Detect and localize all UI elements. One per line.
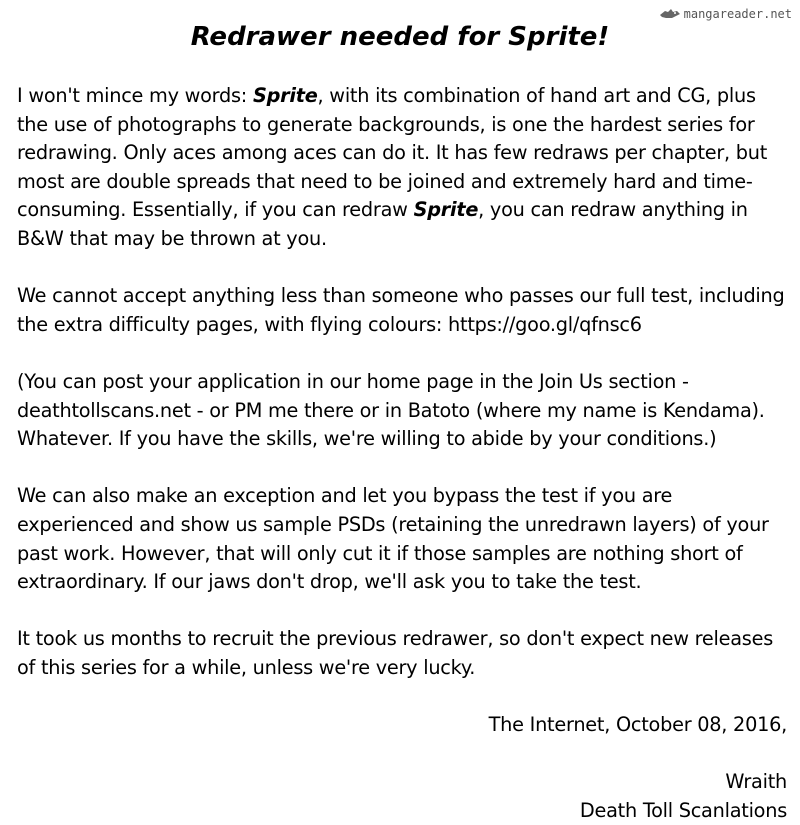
signature-date: The Internet, October 08, 2016, <box>488 713 787 737</box>
p1-text-3: , you can redraw anything in B&W that may be thrown at you. <box>17 198 748 250</box>
sprite-emphasis-1: Sprite <box>252 84 318 107</box>
paragraph-4: We can also make an exception and let you bypass the test if you are experienced and show us sample PSDs (retaining the unredrawn layers) of your past work. However, that will only cut it if those samples are nothing short of extraordinary. If our jaws don't drop, we'll ask you to take the test. <box>17 484 769 594</box>
paragraph-5: It took us months to recruit the previous redrawer, so don't expect new releases of this series for a while, unless we're very lucky. <box>17 627 773 679</box>
signature-group: Death Toll Scanlations <box>579 798 787 822</box>
p1-text-1: I won't mince my words: <box>17 84 253 107</box>
paragraph-1 <box>17 82 787 254</box>
fox-logo-icon <box>658 6 682 22</box>
paragraph-3: (You can post your application in our home page in the Join Us section - deathtollscans.net - or PM me there or in Batoto (where my name is Kendama). Whatever. If you have the skills, we're willing to abide by your conditions.) <box>17 369 765 451</box>
watermark <box>658 6 792 22</box>
page-title: Redrawer needed for Sprite! <box>190 22 610 52</box>
sprite-emphasis-2: Sprite <box>413 198 479 222</box>
watermark-text: mangareader.net <box>683 7 792 21</box>
paragraph-2: We cannot accept anything less than someone who passes our full test, including the extra difficulty pages, with flying colours: https://goo.gl/qfnsc6 <box>17 284 785 336</box>
notice-body <box>17 82 787 825</box>
signature-name: Wraith <box>725 770 787 794</box>
p1-text-2: , with its combination of hand art and CG, plus the use of photographs to generate backgrounds, is one the hardest series for redrawing. Only aces among aces can do it. It has few redraws per chapter, but most are double spreads that need to be joined and extremely hard and time-consuming. Essentially, if you can redraw <box>17 84 768 222</box>
